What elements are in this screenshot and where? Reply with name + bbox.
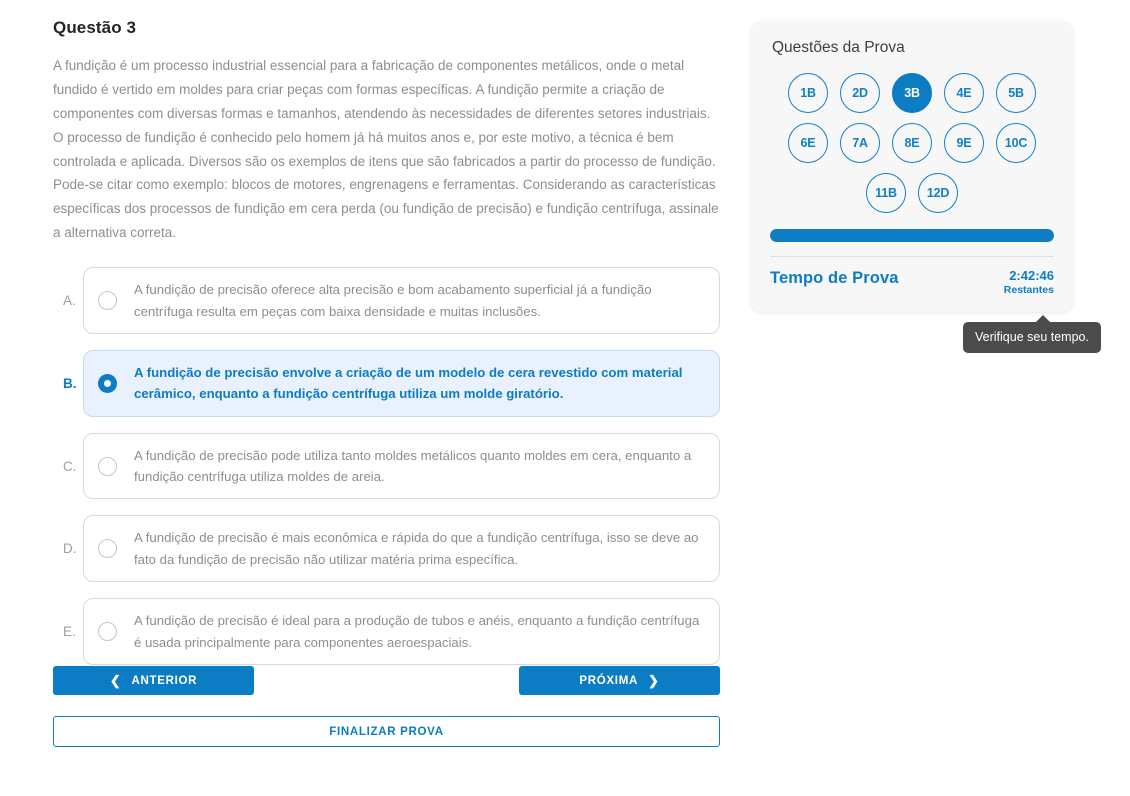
question-chip-9[interactable]: 9E <box>944 123 984 163</box>
next-button-label: PRÓXIMA <box>579 674 638 687</box>
question-chip-2[interactable]: 2D <box>840 73 880 113</box>
radio-icon-a[interactable] <box>98 291 117 310</box>
question-chip-11[interactable]: 11B <box>866 173 906 213</box>
option-row-b[interactable] <box>53 350 720 417</box>
previous-question-button[interactable] <box>53 666 254 695</box>
question-chip-8[interactable]: 8E <box>892 123 932 163</box>
question-statement: A fundição é um processo industrial essencial para a fabricação de componentes metálicos, onde o metal fundido é vertido em moldes para criar peças com formas específicas. A fundição permite a criação de componentes com diversas formas e tamanhos, atendendo às necessidades de diferentes setores industriais. O processo de fundição é conhecido pelo homem já há muitos anos e, por este motivo, a técnica é bem controlada e aplicada. Diversos são os exemplos de itens que são fabricados a partir do processo de fundição. Pode-se citar como exemplo: blocos de motores, engrenagens e ferramentas. Considerando as características específicas dos processos de fundição em cera perda (ou fundição de precisão) e fundição centrífuga, assinale a alternativa correta. <box>53 58 719 241</box>
question-chip-6[interactable]: 6E <box>788 123 828 163</box>
question-number-grid <box>770 73 1054 213</box>
radio-icon-b-selected[interactable] <box>98 374 117 393</box>
timer-remaining-value: 2:42:46 <box>1009 268 1054 283</box>
previous-button-label: ANTERIOR <box>131 674 198 687</box>
finish-exam-button[interactable] <box>53 716 720 747</box>
exam-timer <box>770 269 1054 296</box>
question-chip-12[interactable]: 12D <box>918 173 958 213</box>
timer-tooltip <box>963 322 1101 353</box>
next-question-button[interactable] <box>519 666 720 695</box>
option-text-e: A fundição de precisão é ideal para a produção de tubos e anéis, enquanto a fundição centrífuga é usada principalmente para componentes aeroespaciais. <box>134 613 700 650</box>
question-chip-7[interactable]: 7A <box>840 123 880 163</box>
option-box-e[interactable] <box>83 598 720 665</box>
timer-value-wrap <box>1004 269 1054 296</box>
panel-title: Questões da Prova <box>772 39 905 56</box>
options-list <box>53 267 720 665</box>
finish-button-label: FINALIZAR PROVA <box>329 725 444 738</box>
tooltip-text: Verifique seu tempo. <box>975 330 1089 344</box>
timer-label: Tempo de Prova <box>770 269 899 287</box>
option-row-a[interactable] <box>53 267 720 334</box>
option-row-e[interactable] <box>53 598 720 665</box>
radio-icon-c[interactable] <box>98 457 117 476</box>
question-chip-1[interactable]: 1B <box>788 73 828 113</box>
exam-progress-fill <box>770 229 1054 242</box>
radio-icon-d[interactable] <box>98 539 117 558</box>
question-chip-5[interactable]: 5B <box>996 73 1036 113</box>
exam-progress-bar <box>770 229 1054 242</box>
option-box-b[interactable] <box>83 350 720 417</box>
question-grid-row-1 <box>770 73 1054 113</box>
option-box-c[interactable] <box>83 433 720 500</box>
question-column <box>53 18 720 681</box>
question-chip-3-active[interactable]: 3B <box>892 73 932 113</box>
option-text-b: A fundição de precisão envolve a criação de um modelo de cera revestido com material cerâmico, enquanto a fundição centrífuga utiliza um molde giratório. <box>134 364 683 402</box>
option-letter-c: C. <box>63 458 77 474</box>
chevron-right-icon: ❯ <box>647 673 660 688</box>
question-chip-4[interactable]: 4E <box>944 73 984 113</box>
option-text-d: A fundição de precisão é mais econômica e rápida do que a fundição centrífuga, isso se deve ao fato da fundição de precisão não utilizar matéria prima específica. <box>134 530 699 567</box>
option-letter-d: D. <box>63 541 77 557</box>
option-letter-e: E. <box>63 624 76 639</box>
option-box-d[interactable] <box>83 515 720 582</box>
option-row-c[interactable] <box>53 433 720 500</box>
page-title: Questão 3 <box>53 18 137 37</box>
radio-icon-e[interactable] <box>98 622 117 641</box>
navigation-row <box>53 666 720 695</box>
option-box-a[interactable] <box>83 267 720 334</box>
panel-divider <box>770 256 1054 257</box>
chevron-left-icon: ❮ <box>109 673 122 688</box>
option-row-d[interactable] <box>53 515 720 582</box>
option-letter-b: B. <box>63 375 77 391</box>
option-text-a: A fundição de precisão oferece alta precisão e bom acabamento superficial já a fundição centrífuga resulta em peças com baixa densidade e muitas inclusões. <box>134 282 652 319</box>
timer-remaining-label: Restantes <box>1003 283 1054 296</box>
exam-questions-panel <box>751 21 1073 312</box>
option-letter-a: A. <box>63 293 76 308</box>
question-grid-row-3 <box>770 173 1054 213</box>
question-grid-row-2 <box>770 123 1054 163</box>
option-text-c: A fundição de precisão pode utiliza tanto moldes metálicos quanto moldes em cera, enquanto a fundição centrífuga utiliza moldes de areia. <box>134 447 692 484</box>
question-chip-10[interactable]: 10C <box>996 123 1036 163</box>
